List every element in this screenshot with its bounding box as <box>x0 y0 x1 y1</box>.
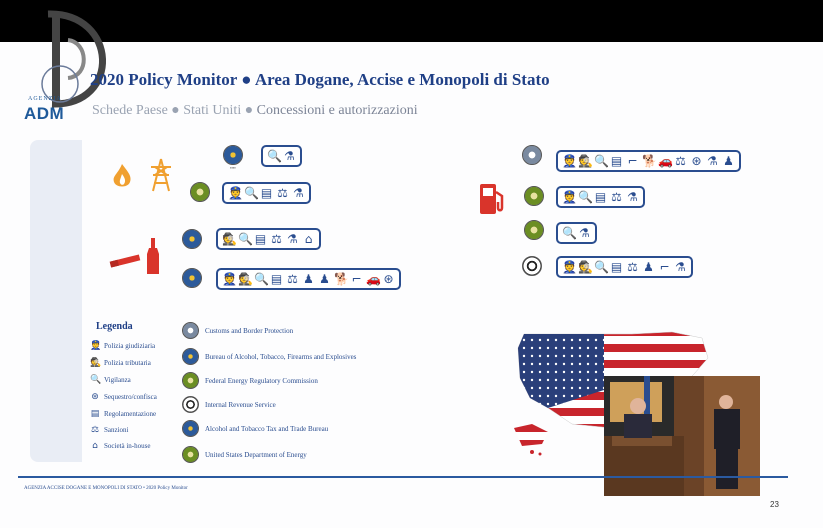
agency-seal-icon <box>182 446 199 463</box>
regulation-icon: ▤ <box>260 186 273 200</box>
slide-subtitle <box>92 103 418 119</box>
legend-label: Sanzioni <box>104 426 129 434</box>
powers-box-row7 <box>556 222 597 244</box>
legend-item <box>90 375 131 385</box>
scales-icon: ⚖ <box>627 260 638 274</box>
powers-box-row4 <box>216 268 401 290</box>
legend-item <box>90 409 156 419</box>
police-officer-icon: 👮 <box>228 186 243 200</box>
flask-icon: ⚗ <box>627 190 638 204</box>
tax-police-icon: 🕵 <box>578 154 593 168</box>
agency-seal-ferc-2 <box>524 186 544 206</box>
magnifier-icon: 🔍 <box>90 375 102 385</box>
flask-icon: ⚗ <box>293 186 304 200</box>
legend-label: Sequestro/confisca <box>104 393 157 401</box>
magnifier-icon: 🔍 <box>244 186 259 200</box>
agency-seal-icon <box>182 396 199 413</box>
agency-legend-item <box>182 322 293 339</box>
seizure-icon: ⊛ <box>383 272 394 286</box>
agent-icon: ♟ <box>643 260 654 274</box>
dog-icon: 🐕 <box>642 154 657 168</box>
magnifier-icon: 🔍 <box>238 232 253 246</box>
agency-seal-icon <box>182 348 199 365</box>
legend-label: Vigilanza <box>104 376 131 384</box>
regulation-icon: ▤ <box>610 260 623 274</box>
tax-police-icon: 🕵 <box>238 272 253 286</box>
legend-item <box>90 341 155 351</box>
regulation-icon: ▤ <box>270 272 283 286</box>
bottle-icon <box>146 238 160 278</box>
police-officer-icon: 👮 <box>562 154 577 168</box>
scales-icon: ⚖ <box>675 154 686 168</box>
magnifier-icon: 🔍 <box>254 272 269 286</box>
flask-icon: ⚗ <box>284 149 295 163</box>
agency-seal-cbp <box>522 145 542 165</box>
magnifier-icon: 🔍 <box>562 226 577 240</box>
scales-icon: ⚖ <box>271 232 282 246</box>
agent-icon: ♟ <box>303 272 314 286</box>
police-officer-icon: 👮 <box>222 272 237 286</box>
agency-legend-item <box>182 348 356 365</box>
agency-label: Bureau of Alcohol, Tobacco, Firearms and Explosives <box>205 352 357 361</box>
agency-seal-icon <box>182 420 199 437</box>
agency-label: Alcohol and Tobacco Tax and Trade Bureau <box>205 424 329 433</box>
agency-label: Internal Revenue Service <box>205 400 276 409</box>
powers-box-row8 <box>556 256 693 278</box>
footer-rule <box>18 476 788 478</box>
seizure-icon: ⊛ <box>691 154 702 168</box>
car-icon: 🚗 <box>658 154 673 168</box>
powers-box-row6 <box>556 186 645 208</box>
powers-box-row3 <box>216 228 321 250</box>
cigarette-icon <box>108 250 144 274</box>
flask-icon: ⚗ <box>707 154 718 168</box>
legend-item <box>90 425 129 435</box>
flask-icon: ⚗ <box>579 226 590 240</box>
agency-legend-item <box>182 446 307 463</box>
logo-caption: AGENZIA <box>28 96 62 102</box>
regulation-icon: ▤ <box>594 190 607 204</box>
agency-label: Customs and Border Protection <box>205 326 294 335</box>
slide-title: 2020 Policy Monitor ● Area Dogane, Accise e Monopoli di Stato <box>90 70 550 89</box>
scales-icon: ⚖ <box>90 425 100 435</box>
magnifier-icon: 🔍 <box>594 154 609 168</box>
powers-box-row1 <box>261 145 302 167</box>
gun-icon: ⌐ <box>627 154 638 168</box>
scales-icon: ⚖ <box>611 190 622 204</box>
scales-icon: ⚖ <box>287 272 298 286</box>
agency-legend-item <box>182 420 328 437</box>
car-icon: 🚗 <box>366 272 381 286</box>
fuel-pump-icon <box>478 182 506 220</box>
agency-seal-icon <box>182 372 199 389</box>
tax-police-icon: 🕵 <box>222 232 237 246</box>
legend-item <box>90 358 151 368</box>
dog-icon: 🐕 <box>334 272 349 286</box>
agency-seal-icon <box>182 322 199 339</box>
adm-brand: ADM <box>24 104 65 123</box>
agency-label: United States Department of Energy <box>205 450 307 459</box>
tax-police-icon: 🕵 <box>90 358 102 368</box>
police-officer-icon: 👮 <box>562 190 577 204</box>
gun-icon: ⌐ <box>659 260 670 274</box>
magnifier-icon: 🔍 <box>594 260 609 274</box>
flask-icon: ⚗ <box>287 232 298 246</box>
agency-seal-atf <box>182 268 202 288</box>
subtitle-path: Schede Paese ● Stati Uniti ● <box>92 103 257 118</box>
regulation-icon: ▤ <box>254 232 267 246</box>
agency-seal-doe <box>223 145 243 165</box>
legend-item <box>90 441 150 451</box>
powers-box-row2 <box>222 182 311 204</box>
footer-text: AGENZIA ACCISE DOGANE E MONOPOLI DI STATO • 2020 Policy Monitor <box>24 486 188 491</box>
agency-seal-ttb <box>182 229 202 249</box>
house-icon: ⌂ <box>304 232 313 246</box>
gun-icon: ⌐ <box>351 272 362 286</box>
legend-label: Società in-house <box>104 442 151 450</box>
page-number: 23 <box>770 500 779 509</box>
agency-legend-item <box>182 372 318 389</box>
legend-label: Polizia tributaria <box>104 359 151 367</box>
video-inset <box>604 376 760 496</box>
video-frame <box>604 376 760 496</box>
flame-icon <box>110 162 134 194</box>
agent-icon: ♟ <box>723 154 734 168</box>
magnifier-icon: 🔍 <box>267 149 282 163</box>
power-pylon-icon <box>148 158 174 196</box>
seal-caption: ▪▪▪▪ <box>230 165 236 170</box>
legend-label: Polizia giudiziaria <box>104 342 156 350</box>
legend-title: Legenda <box>96 321 133 332</box>
police-officer-icon: 👮 <box>90 341 102 351</box>
regulation-icon: ▤ <box>90 409 100 419</box>
magnifier-icon: 🔍 <box>578 190 593 204</box>
agency-seal-ferc <box>190 182 210 202</box>
legend-item <box>90 392 157 402</box>
house-icon: ⌂ <box>92 441 98 451</box>
powers-box-row5 <box>556 150 741 172</box>
subtitle-section: Concessioni e autorizzazioni <box>256 103 418 118</box>
agent-icon: ♟ <box>319 272 330 286</box>
scales-icon: ⚖ <box>277 186 288 200</box>
tax-police-icon: 🕵 <box>578 260 593 274</box>
agency-label: Federal Energy Regulatory Commission <box>205 376 318 385</box>
police-officer-icon: 👮 <box>562 260 577 274</box>
regulation-icon: ▤ <box>610 154 623 168</box>
panel-side-bar <box>30 140 82 462</box>
agency-seal-irs <box>522 256 542 276</box>
agency-seal-doe-2 <box>524 220 544 240</box>
seizure-icon: ⊛ <box>91 392 99 402</box>
flask-icon: ⚗ <box>675 260 686 274</box>
legend-label: Regolamentazione <box>104 410 157 418</box>
agency-legend-item <box>182 396 276 413</box>
